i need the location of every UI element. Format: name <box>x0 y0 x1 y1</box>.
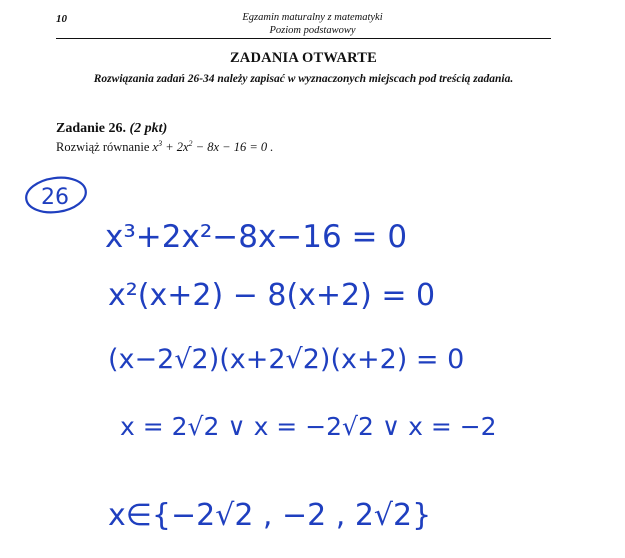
section-title: ZADANIA OTWARTE <box>229 50 378 66</box>
exam-title: Egzamin maturalny z matematyki <box>242 12 383 23</box>
circled-task-number: 26 <box>41 185 69 210</box>
solution-line-3: (x−2√2)(x+2√2)(x+2) = 0 <box>108 344 465 375</box>
solution-line-4: x = 2√2 ∨ x = −2√2 ∨ x = −2 <box>120 412 497 441</box>
task-equation: $x^3 + 2x^2 - 8x - 16 = 0$ . <box>152 139 274 155</box>
task-points: (2 pkt) <box>129 121 168 136</box>
section-instructions: Rozwiązania zadań 26-34 należy zapisać w wyznaczonych miejscach pod treścią zadania. <box>93 73 514 85</box>
exam-level: Poziom podstawowy <box>269 25 356 36</box>
solution-line-2: x²(x+2) − 8(x+2) = 0 <box>108 278 436 313</box>
task-prompt: Rozwiąż równanie <box>56 140 150 155</box>
solution-line-1: x³+2x²−8x−16 = 0 <box>105 219 408 255</box>
page-number: 10 <box>56 13 67 25</box>
solution-line-5: x∈{−2√2 , −2 , 2√2} <box>108 498 432 533</box>
task-label: Zadanie 26. <box>56 121 127 136</box>
